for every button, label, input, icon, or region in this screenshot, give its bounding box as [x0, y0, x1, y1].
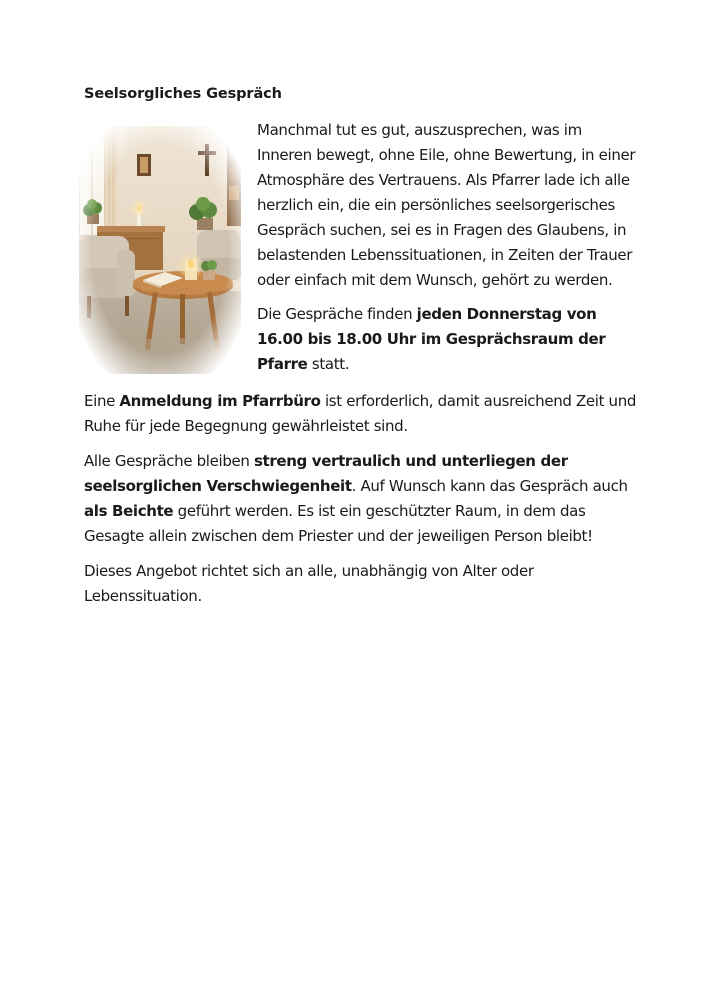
schedule-text-pre: Die Gespräche finden — [257, 305, 417, 323]
counseling-room-photo — [79, 126, 241, 374]
schedule-paragraph — [257, 302, 637, 377]
schedule-time-location: jeden Donnerstag von 16.00 bis 18.00 Uhr im Gesprächsraum der Pfarre — [257, 305, 606, 373]
closing-text: Dieses Angebot richtet sich an alle, unabhängig von Alter oder Lebenssituation. — [84, 562, 534, 605]
confidentiality-text-post: geführt werden. Es ist ein geschützter Raum, in dem das Gesagte allein zwischen dem Priester und der jeweiligen Person bleibt! — [84, 502, 593, 545]
confession-emphasis: als Beichte — [84, 502, 174, 520]
registration-paragraph — [84, 389, 644, 439]
confidentiality-text-mid: . Auf Wunsch kann das Gespräch auch — [351, 477, 628, 495]
confidentiality-paragraph — [84, 449, 644, 549]
registration-office: Anmeldung im Pfarrbüro — [119, 392, 321, 410]
page-title: Seelsorgliches Gespräch — [84, 86, 282, 102]
registration-text-pre: Eine — [84, 392, 120, 410]
registration-text-post: ist erforderlich, damit ausreichend Zeit und Ruhe für jede Begegnung gewährleistet sind. — [84, 392, 637, 435]
schedule-text-post: statt. — [307, 355, 350, 373]
closing-paragraph — [84, 559, 644, 609]
intro-column — [257, 118, 637, 377]
confidentiality-text-pre: Alle Gespräche bleiben — [84, 452, 254, 470]
confidentiality-emphasis: streng vertraulich und unterliegen der seelsorglichen Verschwiegenheit — [84, 452, 568, 495]
intro-paragraph: Manchmal tut es gut, auszusprechen, was im Inneren bewegt, ohne Eile, ohne Bewertung, in einer Atmosphäre des Vertrauens. Als Pfarrer lade ich alle herzlich ein, die ein persönliches seelsorgerisches Gespräch suchen, sei es in Fragen des Glaubens, in belastenden Lebenssituationen, in Zeiten der Trauer oder einfach mit dem Wunsch, gehört zu werden. — [257, 121, 636, 289]
